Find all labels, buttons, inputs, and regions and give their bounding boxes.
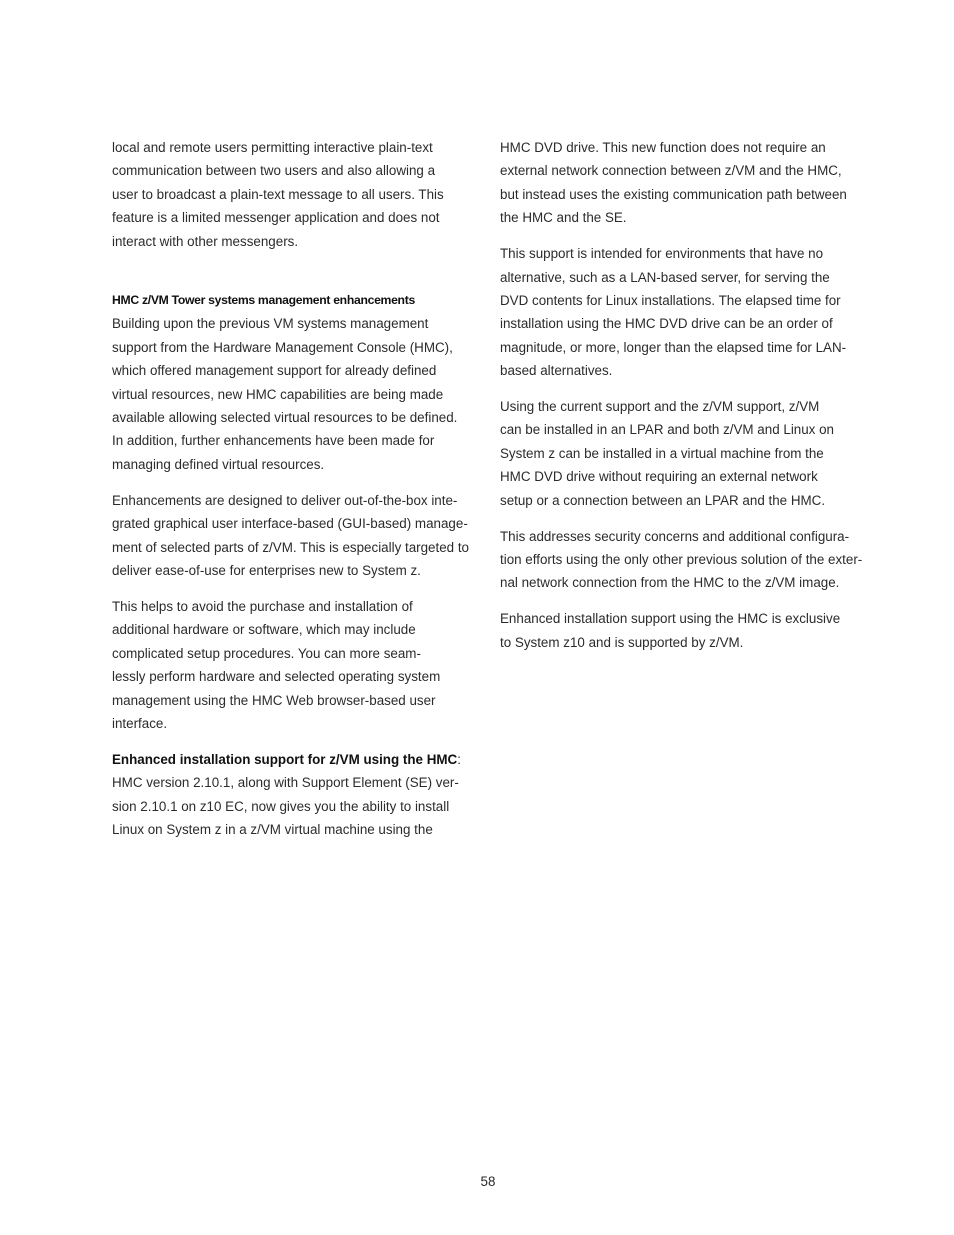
paragraph-support-intended: This support is intended for environments that have no alternative, such as a LAN-based server, for serving the DVD contents for Linux installations. The elapsed time for installation using the HMC DVD drive can be an order of magnitude, or more, longer than the elapsed time for LAN- based alternatives. — [500, 246, 847, 379]
section-enhanced-installation — [112, 748, 484, 842]
paragraph-avoid-purchase: This helps to avoid the purchase and installation of additional hardware or software, which may include complicated setup procedures. You can more seam- lessly perform hardware and selected operating system management using the HMC Web browser-based user interface. — [112, 598, 441, 731]
paragraph-messenger: local and remote users permitting interactive plain-text communication between two users and also allowing a user to broadcast a plain-text message to all users. This feature is a limited messenger application and does not interact with other messengers. — [112, 140, 444, 249]
paragraph-security-concerns: This addresses security concerns and additional configura- tion efforts using the only other previous solution of the exter- nal network connection from the HMC to the z/VM image. — [500, 528, 863, 591]
section-heading-hmc-tower: HMC z/VM Tower systems management enhancements — [112, 293, 415, 308]
right-column — [500, 136, 872, 654]
paragraph-dvd-drive: HMC DVD drive. This new function does not require an external network connection between z/VM and the HMC, but instead uses the existing communication path between the HMC and the SE. — [500, 140, 847, 226]
heading-colon: : — [457, 751, 461, 767]
heading-line — [112, 748, 484, 771]
page-number: 58 — [480, 1174, 496, 1189]
paragraph-enhancements: Enhancements are designed to deliver out-of-the-box inte- grated graphical user interface-based (GUI-based) manage- ment of selected parts of z/VM. This is especially targeted to deliver ease-of-use for enterprises new to System z. — [112, 492, 470, 578]
left-column — [112, 136, 484, 841]
paragraph-exclusive: Enhanced installation support using the HMC is exclusive to System z10 and is supported by z/VM. — [500, 611, 841, 650]
paragraph-hmc-version: HMC version 2.10.1, along with Support Element (SE) ver- sion 2.10.1 on z10 EC, now gives you the ability to install Linux on System z in a z/VM virtual machine using the — [112, 775, 459, 838]
paragraph-current-support: Using the current support and the z/VM support, z/VM can be installed in an LPAR and both z/VM and Linux on System z can be installed in a virtual machine from the HMC DVD drive without requiring an external network setup or a connection between an LPAR and the HMC. — [500, 399, 834, 508]
paragraph-building-upon: Building upon the previous VM systems management support from the Hardware Management Console (HMC), which offered management support for already defined virtual resources, new HMC capabilities are being made available allowing selected virtual resources to be defined. In addition, further enhancements have been made for managing defined virtual resources. — [112, 316, 458, 472]
section-hmc-tower — [112, 289, 484, 476]
inline-heading-enhanced-installation: Enhanced installation support for z/VM using the HMC — [112, 751, 458, 767]
